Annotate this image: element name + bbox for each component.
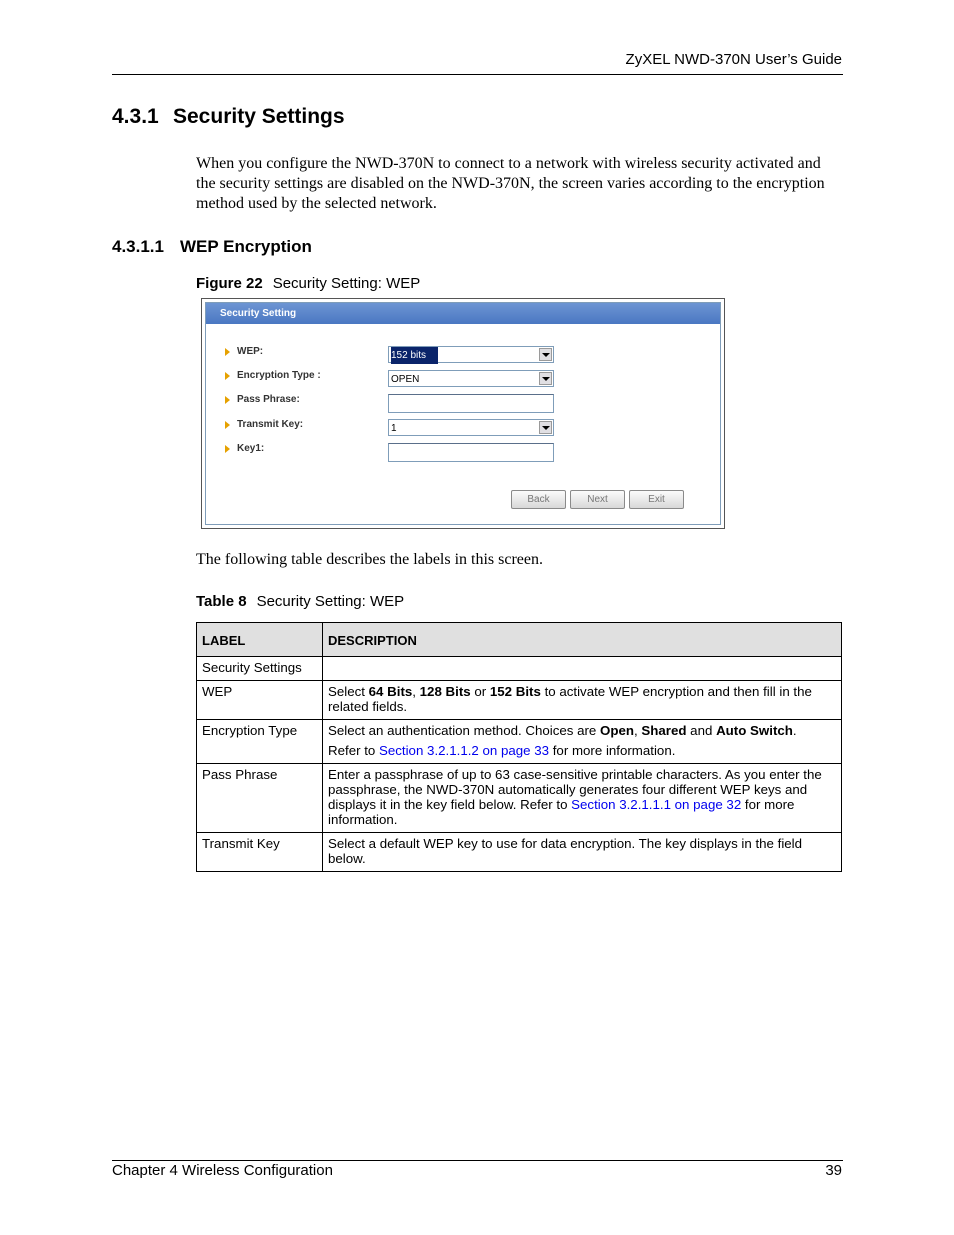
subsection-title: WEP Encryption [180, 237, 312, 256]
wep-label: WEP: [237, 346, 264, 357]
encryption-type-select[interactable] [388, 370, 554, 387]
row-description [323, 657, 842, 681]
security-setting-table [196, 622, 842, 872]
encryption-type-row [225, 370, 321, 390]
section-title: Security Settings [173, 105, 345, 128]
footer-rule [112, 1160, 843, 1161]
table-row [197, 720, 842, 764]
pass-phrase-input[interactable] [388, 394, 554, 413]
table-row [197, 657, 842, 681]
section-heading [112, 105, 345, 129]
table-caption [196, 593, 404, 610]
wep-select[interactable] [388, 346, 554, 363]
key1-row [225, 443, 264, 463]
bullet-arrow-icon [225, 372, 230, 380]
security-setting-panel [205, 302, 721, 525]
header-rule [112, 74, 843, 75]
pass-phrase-label: Pass Phrase: [237, 394, 300, 405]
row-label: Encryption Type [197, 720, 323, 764]
page-number: 39 [825, 1162, 842, 1179]
key1-label: Key1: [237, 443, 265, 454]
chevron-down-icon[interactable] [539, 372, 552, 385]
exit-button[interactable]: Exit [629, 490, 684, 509]
subsection-heading [112, 237, 312, 257]
description-column-header: DESCRIPTION [323, 623, 842, 657]
transmit-key-label: Transmit Key: [237, 419, 304, 430]
section-link[interactable]: Section 3.2.1.1.1 on page 32 [571, 797, 742, 812]
row-label: Transmit Key [197, 833, 323, 872]
chevron-down-icon[interactable] [539, 348, 552, 361]
row-description: Select 64 Bits, 128 Bits or 152 Bits to activate WEP encryption and then fill in the related fields. [323, 681, 842, 720]
table-row [197, 681, 842, 720]
row-description: Select a default WEP key to use for data encryption. The key displays in the field below. [323, 833, 842, 872]
bullet-arrow-icon [225, 396, 230, 404]
row-label: Pass Phrase [197, 764, 323, 833]
bullet-arrow-icon [225, 421, 230, 429]
panel-title: Security Setting [206, 303, 720, 324]
figure-caption [196, 275, 420, 292]
table-intro: The following table describes the labels in this screen. [196, 551, 544, 568]
table-label: Table 8 [196, 593, 247, 610]
figure-caption-text: Security Setting: WEP [272, 275, 421, 292]
screenshot-figure [201, 298, 725, 529]
row-label: WEP [197, 681, 323, 720]
subsection-number: 4.3.1.1 [112, 237, 164, 256]
encryption-type-label: Encryption Type : [237, 370, 321, 381]
wep-row [225, 346, 263, 366]
transmit-key-select[interactable] [388, 419, 554, 436]
chevron-down-icon[interactable] [539, 421, 552, 434]
bullet-arrow-icon [225, 445, 230, 453]
label-column-header: LABEL [197, 623, 323, 657]
bullet-arrow-icon [225, 348, 230, 356]
transmit-key-value: 1 [391, 423, 397, 434]
encryption-type-value: OPEN [391, 374, 420, 385]
transmit-key-row [225, 419, 303, 439]
row-description: Select an authentication method. Choices are Open, Shared and Auto Switch. Refer to Section 3.2.1.1.2 on page 33 for more information. [323, 720, 842, 764]
guide-title: ZyXEL NWD-370N User’s Guide [625, 51, 842, 68]
table-caption-text: Security Setting: WEP [256, 593, 405, 610]
key1-input[interactable] [388, 443, 554, 462]
table-row [197, 764, 842, 833]
row-label: Security Settings [197, 657, 323, 681]
back-button[interactable]: Back [511, 490, 566, 509]
intro-paragraph: When you configure the NWD-370N to connect to a network with wireless security activated and the security settings are disabled on the NWD-370N, the screen varies according to the encryption method used by the selected network. [196, 155, 825, 212]
table-row [197, 833, 842, 872]
wep-select-value: 152 bits [391, 347, 438, 364]
row-description: Enter a passphrase of up to 63 case-sensitive printable characters. As you enter the passphrase, the NWD-370N automatically generates four different WEP keys and displays it in the key field below. Refer to Section 3.2.1.1.1 on page 32 for more information. [323, 764, 842, 833]
pass-phrase-row [225, 394, 300, 414]
section-link[interactable]: Section 3.2.1.1.2 on page 33 [379, 743, 550, 758]
section-number: 4.3.1 [112, 105, 159, 128]
footer-chapter: Chapter 4 Wireless Configuration [112, 1162, 333, 1179]
figure-label: Figure 22 [196, 275, 263, 292]
next-button[interactable]: Next [570, 490, 625, 509]
table-header-row [197, 623, 842, 657]
